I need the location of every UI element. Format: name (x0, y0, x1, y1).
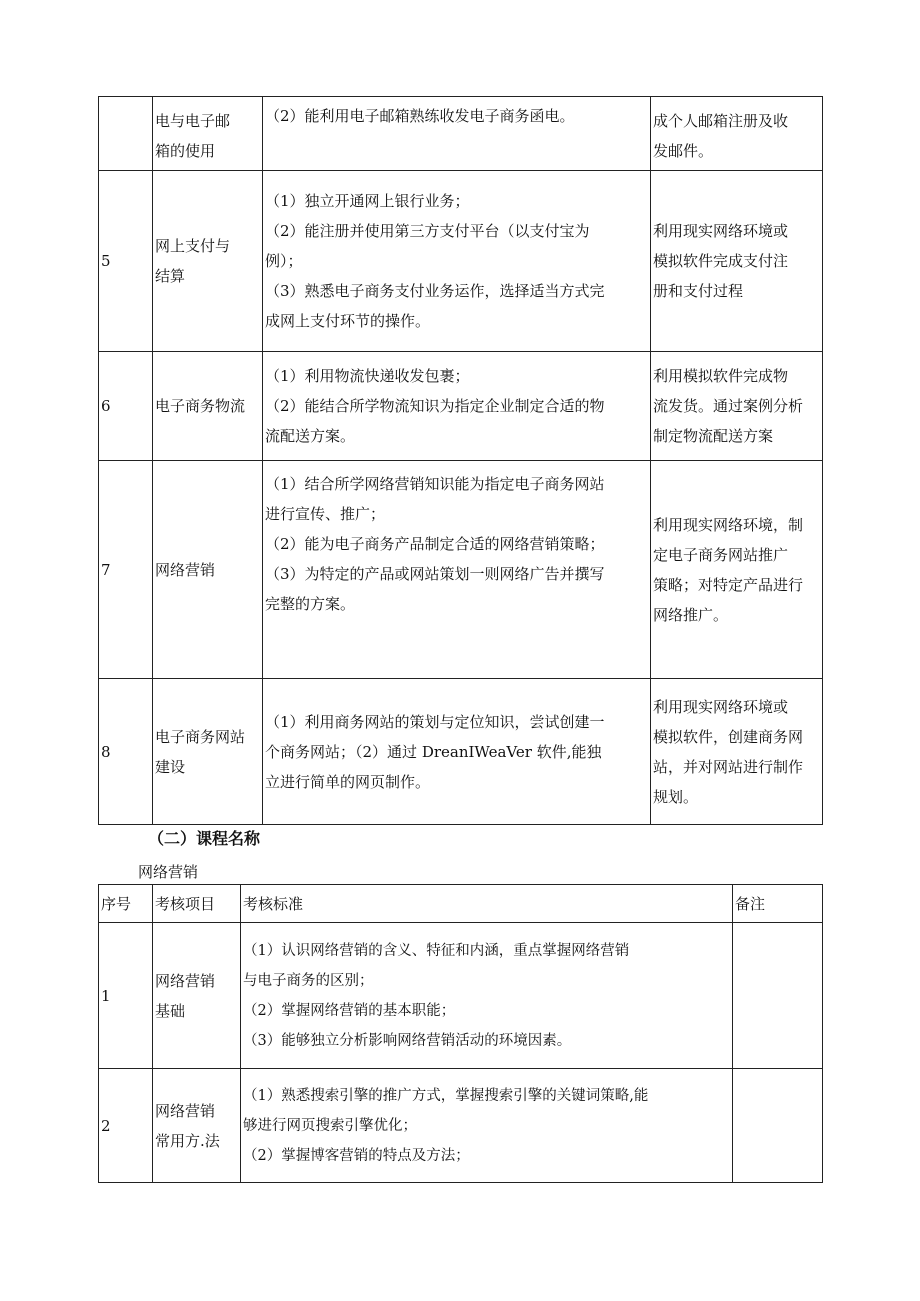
table-row (99, 461, 823, 679)
assessment-item: 网络营销 常用方.法 (153, 1069, 241, 1183)
assessment-note: 利用现实网络环境或 模拟软件完成支付注 册和支付过程 (651, 171, 823, 352)
assessment-standard: （1）结合所学网络营销知识能为指定电子商务网站 进行宣传、推广； （2）能为电子商务产品制定合适的网络营销策略； （3）为特定的产品或网站策划一则网络广告并撰写 完整的方案。 (263, 461, 651, 679)
assessment-standard: （1）认识网络营销的含义、特征和内涵，重点掌握网络营销 与电子商务的区别； （2）掌握网络营销的基本职能； （3）能够独立分析影响网络营销活动的环境因素。 (241, 923, 733, 1069)
assessment-note: 利用现实网络环境或 模拟软件，创建商务网 站，并对网站进行制作 规划。 (651, 679, 823, 825)
section-heading: （二）课程名称 (148, 829, 261, 848)
assessment-item: 网络营销 (153, 461, 263, 679)
assessment-item: 电子商务网站 建设 (153, 679, 263, 825)
table-row (99, 923, 823, 1069)
row-number: 5 (99, 171, 153, 352)
course-name: 网络营销 (138, 863, 199, 881)
table-row (99, 171, 823, 352)
row-number: 2 (99, 1069, 153, 1183)
table-row (99, 352, 823, 461)
assessment-item: 电子商务物流 (153, 352, 263, 461)
assessment-note: 利用现实网络环境，制 定电子商务网站推广 策略；对特定产品进行 网络推广。 (651, 461, 823, 679)
table-row (99, 97, 823, 171)
assessment-item: 网络营销 基础 (153, 923, 241, 1069)
assessment-table-1 (98, 96, 823, 825)
assessment-note (733, 923, 823, 1069)
assessment-standard: （2）能利用电子邮箱熟练收发电子商务函电。 (263, 97, 651, 171)
table-row (99, 1069, 823, 1183)
table-header-row (99, 885, 823, 923)
assessment-standard: （1）利用物流快递收发包裹； （2）能结合所学物流知识为指定企业制定合适的物 流配送方案。 (263, 352, 651, 461)
header-note: 备注 (733, 885, 823, 923)
row-number (99, 97, 153, 171)
header-number: 序号 (99, 885, 153, 923)
row-number: 7 (99, 461, 153, 679)
assessment-standard: （1）利用商务网站的策划与定位知识，尝试创建一 个商务网站；（2）通过 DreanIWeaVer 软件,能独 立进行简单的网页制作。 (263, 679, 651, 825)
assessment-table-2 (98, 884, 823, 1183)
assessment-note (733, 1069, 823, 1183)
assessment-note: 利用模拟软件完成物 流发货。通过案例分析 制定物流配送方案 (651, 352, 823, 461)
header-item: 考核项目 (153, 885, 241, 923)
assessment-item: 网上支付与 结算 (153, 171, 263, 352)
header-standard: 考核标准 (241, 885, 733, 923)
row-number: 1 (99, 923, 153, 1069)
assessment-note: 成个人邮箱注册及收 发邮件。 (651, 97, 823, 171)
row-number: 6 (99, 352, 153, 461)
assessment-standard: （1）熟悉搜索引擎的推广方式，掌握搜索引擎的关键词策略,能 够进行网页搜索引擎优化； （2）掌握博客营销的特点及方法； (241, 1069, 733, 1183)
assessment-item: 电与电子邮 箱的使用 (153, 97, 263, 171)
assessment-standard: （1）独立开通网上银行业务； （2）能注册并使用第三方支付平台（以支付宝为 例）； （3）熟悉电子商务支付业务运作，选择适当方式完 成网上支付环节的操作。 (263, 171, 651, 352)
table-row (99, 679, 823, 825)
row-number: 8 (99, 679, 153, 825)
